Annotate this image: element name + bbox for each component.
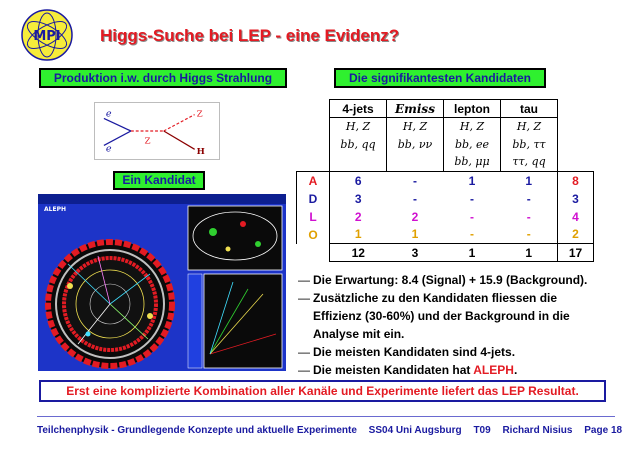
decay-cell [387, 154, 444, 172]
footer [37, 425, 623, 436]
count-cell: 2 [411, 209, 419, 224]
candidates-table [296, 99, 594, 262]
row-label-l3: L [297, 208, 330, 226]
header-lepton: lepton [444, 100, 501, 118]
footer-page: Page 18 [584, 425, 623, 436]
footer-semester: SS04 Uni Augsburg [368, 425, 462, 436]
footer-course: Teilchenphysik - Grundlegende Konzepte und aktuelle Experimente [37, 425, 357, 436]
count-cell: 3 [354, 191, 362, 206]
electron-bottom-label: e [105, 143, 112, 155]
decay-cell: H, Z [444, 118, 501, 136]
decay-cell: ττ, qq [501, 154, 558, 172]
column-total-cell: 1 [501, 244, 558, 262]
count-cell: 1 [411, 227, 419, 242]
row-label-opal: O [297, 226, 330, 244]
row-total-cell: 8 [558, 172, 594, 190]
decay-cell [330, 154, 387, 172]
page-title: Higgs-Suche bei LEP - eine Evidenz? [100, 26, 400, 45]
count-cell: - [526, 227, 531, 242]
header-emiss: Emiss [387, 100, 444, 118]
row-label-aleph: A [297, 172, 330, 190]
experiment-label: ALEPH [44, 206, 66, 213]
decay-cell: bb, μμ [444, 154, 501, 172]
count-cell: - [413, 191, 417, 206]
decay-cell: bb, ee [444, 136, 501, 154]
list-item: — Die Erwartung: 8.4 (Signal) + 15.9 (Background). [298, 273, 588, 287]
grand-total-cell: 17 [558, 244, 594, 262]
footer-divider [37, 416, 615, 417]
findings-list [298, 271, 587, 379]
decay-cell: H, Z [501, 118, 558, 136]
aleph-highlight: ALEPH [473, 363, 514, 377]
header-tau: tau [501, 100, 558, 118]
z-out-label: Z [196, 109, 203, 120]
footer-author: Richard Nisius [502, 425, 573, 436]
count-cell: - [470, 191, 474, 206]
list-item-continuation [298, 307, 587, 325]
higgs-out-label: H [196, 147, 205, 158]
decay-cell: bb, qq [330, 136, 387, 154]
count-cell: - [526, 191, 531, 206]
decay-cell: bb, νν [387, 136, 444, 154]
column-total-cell: 1 [444, 244, 501, 262]
count-cell: - [526, 209, 531, 224]
column-total-cell: 3 [387, 244, 444, 262]
production-label-box: Produktion i.w. durch Higgs Strahlung [39, 68, 287, 88]
header-4jets: 4-jets [330, 100, 387, 118]
feynman-diagram [94, 102, 220, 160]
z-propagator-label: Z [144, 136, 151, 147]
decay-cell: bb, ττ [501, 136, 558, 154]
decay-cell: H, Z [387, 118, 444, 136]
bullet-text: Effizienz (30-60%) und der Background in die [313, 309, 570, 323]
bullet-text: Die Erwartung: 8.4 (Signal) + 15.9 (Background). [313, 273, 588, 287]
row-total-cell: 4 [558, 208, 594, 226]
row-label-delphi: D [297, 190, 330, 208]
candidates-label-box: Die signifikantesten Kandidaten [334, 68, 546, 88]
bullet-text: . [513, 363, 518, 377]
count-cell: 6 [330, 172, 387, 190]
count-cell: - [387, 172, 444, 190]
footer-section: T09 [473, 425, 491, 436]
conclusion-box: Erst eine komplizierte Kombination aller Kanäle und Experimente liefert das LEP Resultat. [39, 380, 606, 402]
row-total-cell: 3 [558, 190, 594, 208]
bullet-text: Analyse mit ein. [313, 327, 405, 341]
row-total-cell: 2 [558, 226, 594, 244]
list-item: — Zusätzliche zu den Kandidaten fliessen die [298, 291, 558, 305]
bullet-text: Zusätzliche zu den Kandidaten fliessen die [313, 291, 558, 305]
logo-text: MPI [33, 29, 61, 44]
count-cell: - [470, 227, 474, 242]
aleph-event-display [38, 194, 286, 371]
bullet-text: Die meisten Kandidaten sind 4-jets. [313, 345, 516, 359]
count-cell: 1 [444, 172, 501, 190]
count-cell: 1 [354, 227, 362, 242]
list-item: — Die meisten Kandidaten hat ALEPH. [298, 363, 518, 377]
column-total-cell: 12 [330, 244, 387, 262]
list-item: — Die meisten Kandidaten sind 4-jets. [298, 345, 516, 359]
count-cell: - [470, 209, 474, 224]
list-item-continuation [298, 325, 587, 343]
count-cell: 1 [501, 172, 558, 190]
decay-cell: H, Z [330, 118, 387, 136]
count-cell: 2 [354, 209, 362, 224]
bullet-text: Die meisten Kandidaten hat [313, 363, 474, 377]
mpi-logo-icon [20, 8, 74, 62]
electron-top-label: e [105, 108, 112, 120]
one-candidate-label-box: Ein Kandidat [113, 171, 205, 190]
